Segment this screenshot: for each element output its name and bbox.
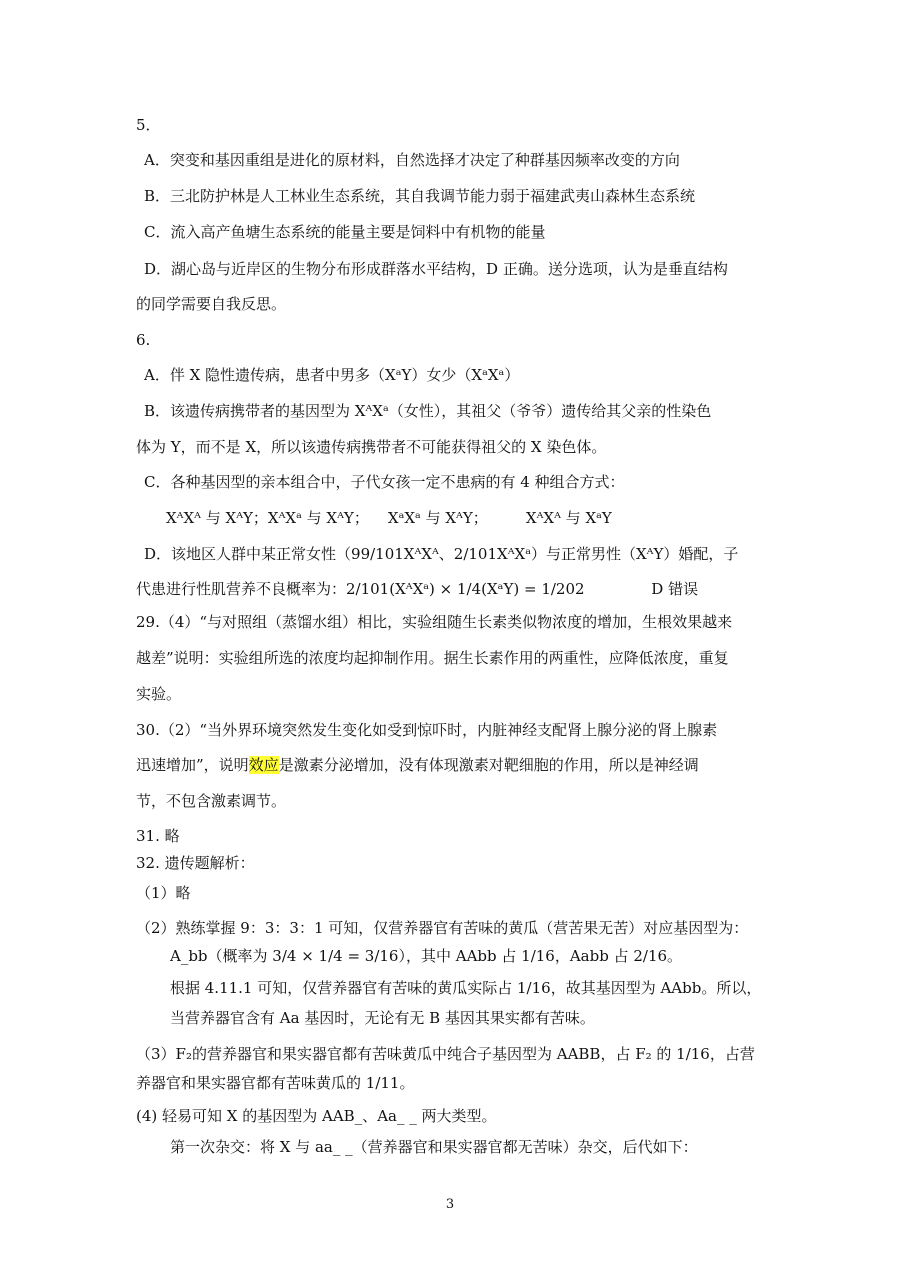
q5-option-a: A．突变和基因重组是进化的原材料，自然选择才决定了种群基因频率改变的方向 <box>144 151 680 169</box>
q32-part2-line2: A_bb（概率为 3/4 × 1/4 = 3/16），其中 AAbb 占 1/16，Aabb 占 2/16。 <box>170 947 683 965</box>
q31-line: 31. 略 <box>136 827 180 845</box>
question-5-number: 5． <box>136 116 161 134</box>
q5-option-d-line1: D．湖心岛与近岸区的生物分布形成群落水平结构，D 正确。送分选项，认为是垂直结构 <box>144 260 728 278</box>
q32-part3-line2: 养器官和果实器官都有苦味黄瓜的 1/11。 <box>136 1074 415 1092</box>
page-number: 3 <box>445 1197 455 1212</box>
q6-option-b-line1: B．该遗传病携带者的基因型为 XᴬXᵃ（女性），其祖父（爷爷）遗传给其父亲的性染色 <box>144 402 712 420</box>
q29-line1: 29.（4）“与对照组（蒸馏水组）相比，实验组随生长素类似物浓度的增加，生根效果越来 <box>136 613 733 631</box>
q30-line2 <box>136 755 776 775</box>
q5-option-c: C．流入高产鱼塘生态系统的能量主要是饲料中有机物的能量 <box>144 223 546 241</box>
q6-option-b-line2: 体为 Y，而不是 X，所以该遗传病携带者不可能获得祖父的 X 染色体。 <box>136 438 607 456</box>
q6-option-d-line2: 代患进行性肌营养不良概率为：2/101(XᴬXᵃ) × 1/4(XᵃY) = 1/202 D 错误 <box>136 580 699 598</box>
q32-part2-line4: 当营养器官含有 Aa 基因时，无论有无 B 基因其果实都有苦味。 <box>170 1009 595 1027</box>
q5-option-b: B．三北防护林是人工林业生态系统，其自我调节能力弱于福建武夷山森林生态系统 <box>144 187 696 205</box>
q6-option-c-line1: C．各种基因型的亲本组合中，子代女孩一定不患病的有 4 种组合方式： <box>144 473 625 491</box>
q32-part2-line1: （2）熟练掌握 9：3：3：1 可知，仅营养器官有苦味的黄瓜（营苦果无苦）对应基因型为： <box>136 919 749 937</box>
q32-part2-line3: 根据 4.11.1 可知，仅营养器官有苦味的黄瓜实际占 1/16，故其基因型为 AAbb。所以， <box>170 979 762 997</box>
question-6-number: 6. <box>136 331 151 349</box>
q6-option-c-genotypes: XᴬXᴬ 与 XᴬY；XᴬXᵃ 与 XᴬY； XᵃXᵃ 与 XᴬY； XᴬXᴬ 与 XᵃY <box>166 509 612 527</box>
q30-line1: 30.（2）“当外界环境突然发生变化如受到惊吓时，内脏神经支配肾上腺分泌的肾上腺素 <box>136 721 718 739</box>
highlighted-term: 效应 <box>248 756 279 774</box>
q29-line2: 越差”说明：实验组所选的浓度均起抑制作用。据生长素作用的两重性，应降低浓度，重复 <box>136 649 729 667</box>
q30-line3: 节，不包含激素调节。 <box>136 792 287 810</box>
q30-line2-before: 迅速增加”，说明 <box>136 756 249 774</box>
q5-option-d-line2: 的同学需要自我反思。 <box>136 295 287 313</box>
q6-option-d-line1: D．该地区人群中某正常女性（99/101XᴬXᴬ、2/101XᴬXᵃ）与正常男性（XᴬY）婚配，子 <box>144 545 739 563</box>
q32-part4-line2: 第一次杂交：将 X 与 aa_ _（营养器官和果实器官都无苦味）杂交，后代如下： <box>170 1138 698 1156</box>
q32-part3-line1: （3）F₂的营养器官和果实器官都有苦味黄瓜中纯合子基因型为 AABB，占 F₂ 的 1/16，占营 <box>136 1045 755 1063</box>
q32-part1: （1）略 <box>136 884 191 902</box>
q30-line2-after: 是激素分泌增加，没有体现激素对靶细胞的作用，所以是神经调 <box>278 756 699 774</box>
q29-line3: 实验。 <box>136 685 182 703</box>
q32-part4-line1: (4) 轻易可知 X 的基因型为 AAB_、Aa_ _ 两大类型。 <box>136 1107 497 1125</box>
q6-option-a: A．伴 X 隐性遗传病，患者中男多（XᵃY）女少（XᵃXᵃ） <box>144 366 520 384</box>
q32-heading: 32. 遗传题解析： <box>136 854 255 872</box>
